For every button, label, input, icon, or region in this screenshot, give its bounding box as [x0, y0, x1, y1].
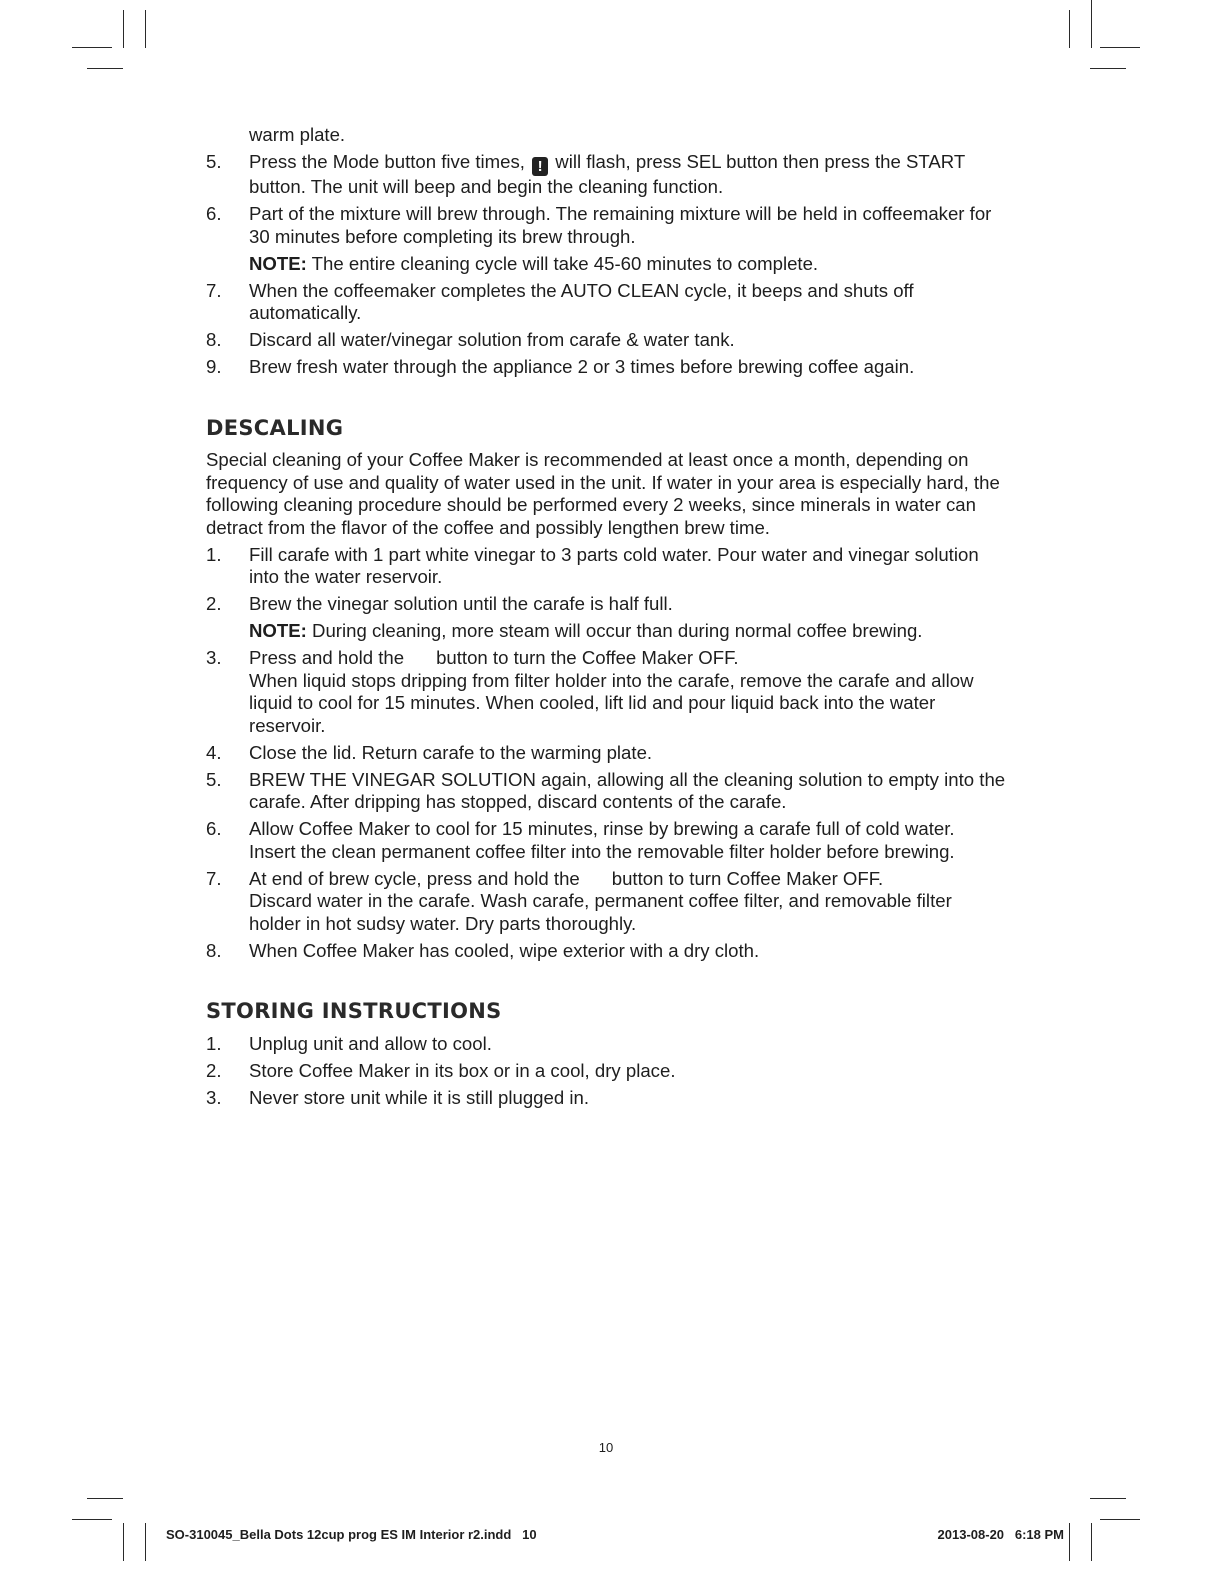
item-text: Discard water in the carafe. Wash carafe, permanent coffee filter, and removable filter holder in hot sudsy water. Dry parts thoroughly.: [249, 890, 952, 934]
item-text: Discard all water/vinegar solution from carafe & water tank.: [249, 329, 735, 350]
crop-mark: [72, 47, 112, 48]
descaling-paragraph: Special cleaning of your Coffee Maker is recommended at least once a month, depending on frequency of use and quality of water used in the unit. If water in your area is especially hard, the following cleaning procedure should be performed every 2 weeks, since minerals in water can detract from the flavor of the coffee and possibly lengthen brew time.: [206, 449, 1000, 538]
crop-mark: [1091, 0, 1092, 48]
item-number: 8.: [206, 939, 222, 961]
crop-mark: [123, 10, 124, 48]
crop-mark: [1090, 1498, 1126, 1499]
note: NOTE: During cleaning, more steam will occur than during normal coffee brewing.: [249, 620, 923, 641]
item-number: 4.: [206, 741, 222, 763]
list-item: [206, 1060, 1006, 1083]
footer-timestamp: 2013-08-20 6:18 PM: [937, 1527, 1064, 1542]
note: NOTE: The entire cleaning cycle will take 45-60 minutes to complete.: [249, 252, 819, 274]
item-text: Never store unit while it is still plugged in.: [249, 1086, 590, 1108]
page-content: [206, 124, 1006, 1114]
item-number: 2.: [206, 1059, 222, 1081]
item-number: 3.: [206, 647, 222, 668]
crop-mark: [145, 1523, 146, 1561]
crop-mark: [145, 10, 146, 48]
item-number: 1.: [206, 1032, 222, 1054]
storing-steps-list: [206, 1033, 1006, 1110]
item-number: 8.: [206, 329, 222, 350]
crop-mark: [87, 68, 123, 69]
crop-mark: [1069, 1523, 1070, 1561]
crop-mark: [1091, 1523, 1092, 1561]
item-text: BREW THE VINEGAR SOLUTION again, allowing all the cleaning solution to empty into the carafe. After dripping has stopped, discard contents of the carafe.: [249, 768, 1006, 812]
item-number: 7.: [206, 279, 222, 301]
item-number: 3.: [206, 1086, 222, 1108]
item-number: 2.: [206, 593, 222, 614]
list-item: [206, 544, 1006, 589]
item-number: 6.: [206, 818, 222, 839]
list-item: [206, 742, 1006, 765]
item-text: When Coffee Maker has cooled, wipe exterior with a dry cloth.: [249, 939, 760, 961]
list-item: [206, 356, 1006, 379]
list-item: [206, 1033, 1006, 1056]
list-item: [206, 280, 1006, 325]
list-item: [206, 1087, 1006, 1110]
note-label: NOTE:: [249, 620, 307, 641]
crop-mark: [72, 1519, 112, 1520]
item-number: 5.: [206, 768, 222, 790]
descaling-section: [206, 417, 1006, 963]
list-item: [206, 329, 1006, 352]
list-item: [206, 593, 1006, 616]
crop-mark: [123, 1523, 124, 1561]
item-text: Part of the mixture will brew through. The remaining mixture will be held in coffeemaker for 30 minutes before completing its brew through.: [249, 203, 992, 247]
list-item: [206, 818, 1006, 863]
list-item: 7. At end of brew cycle, press and hold the button to turn Coffee Maker OFF. Discard water in the carafe. Wash carafe, permanent coffee filter, and removable filter holder in hot sudsy water. Dry parts thoroughly.: [206, 868, 1006, 936]
item-text: Brew the vinegar solution until the carafe is half full.: [249, 593, 673, 614]
item-text: Unplug unit and allow to cool.: [249, 1032, 492, 1054]
crop-mark: [1069, 10, 1070, 48]
footer-filename: SO-310045_Bella Dots 12cup prog ES IM Interior r2.indd 10: [166, 1527, 537, 1542]
crop-mark: [1100, 1519, 1140, 1520]
item-text: Allow Coffee Maker to cool for 15 minutes, rinse by brewing a carafe full of cold water. Insert the clean permanent coffee filter into the removable filter holder before brewing.: [249, 818, 955, 862]
item-text: Brew fresh water through the appliance 2 or 3 times before brewing coffee again.: [249, 356, 915, 377]
list-item: 5. Press the Mode button five times, ! will flash, press SEL button then press the START button. The unit will beep and begin the cleaning function.: [206, 151, 965, 197]
item-text: Store Coffee Maker in its box or in a cool, dry place.: [249, 1059, 676, 1081]
list-item: 3. Press and hold the button to turn the Coffee Maker OFF. When liquid stops dripping from filter holder into the carafe, remove the carafe and allow liquid to cool for 15 minutes. When cooled, lift lid and pour liquid back into the water reservoir.: [206, 647, 1006, 737]
crop-mark: [87, 1498, 123, 1499]
section-heading: STORING INSTRUCTIONS: [206, 999, 502, 1023]
item-text: Fill carafe with 1 part white vinegar to 3 parts cold water. Pour water and vinegar solution into the water reservoir.: [249, 543, 979, 587]
crop-mark: [1090, 68, 1126, 69]
item-number: 5.: [206, 151, 222, 172]
descaling-steps-list-2: [206, 647, 1006, 962]
item-text: When the coffeemaker completes the AUTO CLEAN cycle, it beeps and shuts off automatically.: [249, 279, 914, 323]
exclamation-icon: !: [532, 157, 548, 176]
item-text: When liquid stops dripping from filter holder into the carafe, remove the carafe and allow liquid to cool for 15 minutes. When cooled, lift lid and pour liquid back into the water reservoir.: [249, 669, 974, 736]
cleaning-steps-list-2: [206, 280, 1006, 379]
note-label: NOTE:: [249, 252, 307, 274]
continuation-text: warm plate.: [249, 124, 346, 145]
cleaning-steps-list: [206, 151, 1006, 248]
section-heading: DESCALING: [206, 415, 344, 440]
item-text: Close the lid. Return carafe to the warming plate.: [249, 741, 653, 763]
item-number: 6.: [206, 203, 222, 224]
crop-mark: [1100, 47, 1140, 48]
item-number: 7.: [206, 867, 222, 889]
list-item: [206, 203, 1006, 248]
list-item: [206, 940, 1006, 963]
list-item: [206, 769, 1006, 814]
item-number: 1.: [206, 543, 222, 565]
storing-section: [206, 1000, 1006, 1109]
page-number: 10: [598, 1440, 614, 1455]
descaling-steps-list: [206, 544, 1006, 616]
item-number: 9.: [206, 356, 222, 377]
